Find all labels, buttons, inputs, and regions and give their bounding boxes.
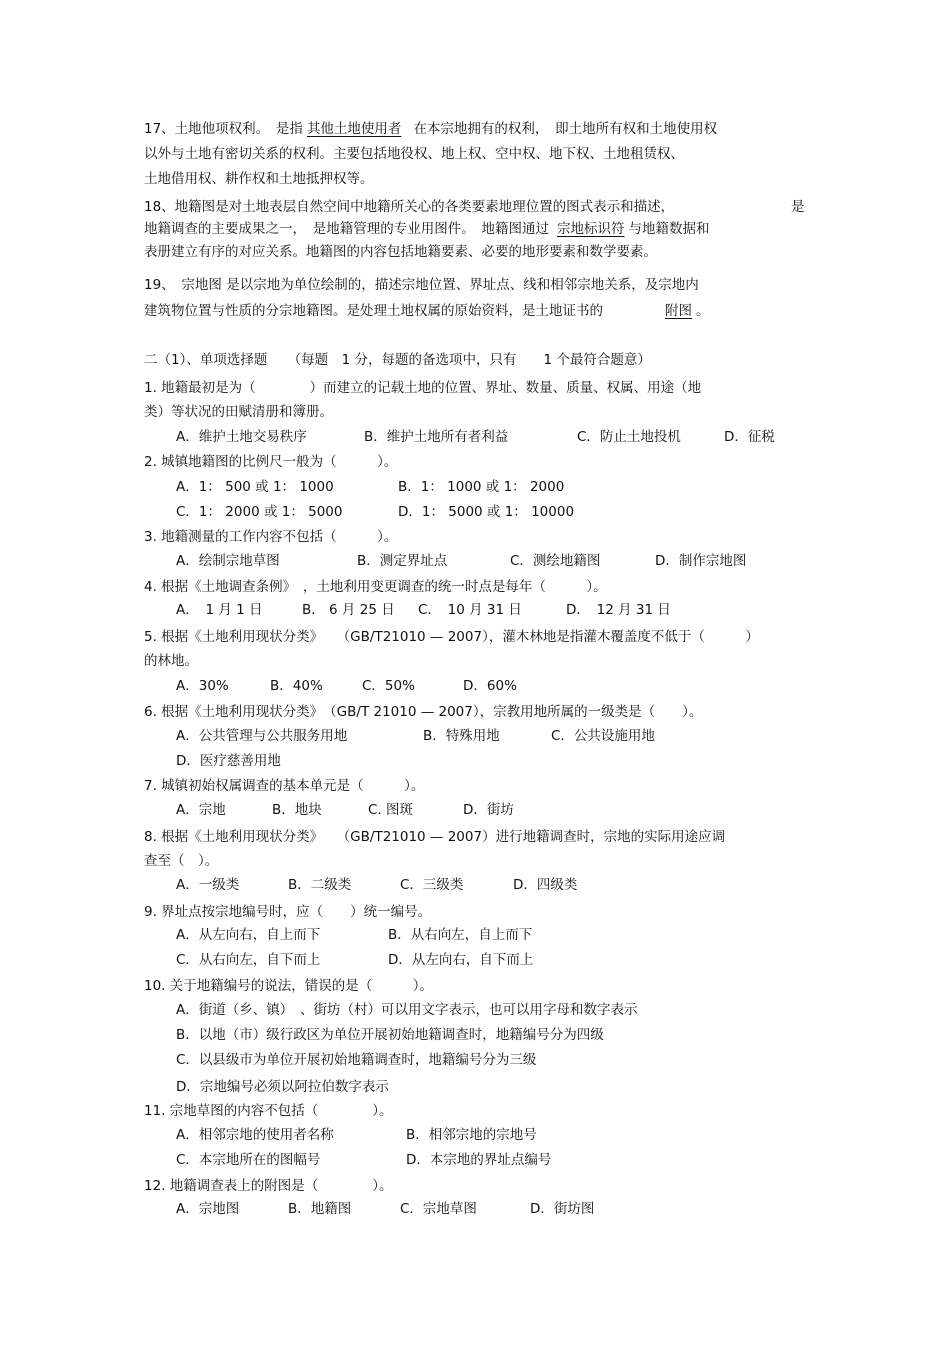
question-10-option-c: C．以县级市为单位开展初始地籍调查时，地籍编号分为三级 [176, 1052, 537, 1068]
question-12-stem: 12. 地籍调查表上的附图是（ ）。 [144, 1178, 393, 1194]
question-2-option-d: D．1： 5000 或 1： 10000 [398, 504, 575, 520]
question-9-option-b: B．从右向左，自上而下 [388, 927, 533, 943]
p19-underlined-term: 附图 [665, 303, 692, 319]
p19-text: 。 [696, 303, 710, 319]
question-9-option-a: A．从左向右，自上而下 [176, 927, 321, 943]
p18-text: 地籍调查的主要成果之一， 是地籍管理的专业用图件。 地籍图通过 [144, 221, 549, 237]
question-8-option-a: A．一级类 [176, 877, 240, 893]
question-2-stem: 2. 城镇地籍图的比例尺一般为（ ）。 [144, 454, 398, 470]
p17-line-3: 土地借用权、耕作权和土地抵押权等。 [144, 171, 374, 187]
question-1-option-b: B．维护土地所有者利益 [364, 429, 509, 445]
question-5-option-d: D．60% [463, 678, 517, 694]
section-heading: 二（1）、单项选择题 （每题 1 分，每题的备选项中，只有 1 个最符合题意） [144, 352, 651, 368]
question-6-option-c: C．公共设施用地 [551, 728, 655, 744]
question-10-option-d: D．宗地编号必须以阿拉伯数字表示 [176, 1079, 389, 1095]
question-5-option-c: C．50% [362, 678, 415, 694]
p18-line-1: 18、地籍图是对土地表层自然空间中地籍所关心的各类要素地理位置的图式表示和描述， [144, 199, 675, 215]
question-4-option-c: C． 10 月 31 日 [418, 602, 522, 618]
question-12-option-b: B．地籍图 [288, 1201, 352, 1217]
question-11-option-b: B．相邻宗地的宗地号 [406, 1127, 537, 1143]
question-12-option-a: A．宗地图 [176, 1201, 240, 1217]
question-8-stem: 8. 根据《土地利用现状分类》 （GB/T21010 — 2007）进行地籍调查时，宗地的实际用途应调 [144, 829, 726, 845]
question-4-option-d: D． 12 月 31 日 [566, 602, 671, 618]
question-7-option-d: D．街坊 [463, 802, 514, 818]
question-4-option-a: A． 1 月 1 日 [176, 602, 263, 618]
question-7-option-a: A．宗地 [176, 802, 226, 818]
question-1-stem-cont: 类）等状况的田赋清册和簿册。 [144, 404, 333, 420]
question-11-option-c: C．本宗地所在的图幅号 [176, 1152, 321, 1168]
question-1-option-d: D．征税 [724, 429, 775, 445]
question-4-option-b: B． 6 月 25 日 [302, 602, 395, 618]
question-12-option-c: C．宗地草图 [400, 1201, 477, 1217]
p19-line-2 [144, 302, 710, 320]
question-3-option-c: C．测绘地籍图 [510, 553, 601, 569]
question-7-option-b: B．地块 [272, 802, 322, 818]
question-1-option-c: C．防止土地投机 [577, 429, 681, 445]
question-1-option-a: A．维护土地交易秩序 [176, 429, 307, 445]
question-9-stem: 9. 界址点按宗地编号时，应（ ）统一编号。 [144, 904, 432, 920]
p18-line-3: 表册建立有序的对应关系。地籍图的内容包括地籍要素、必要的地形要素和数学要素。 [144, 244, 657, 260]
p17-text: 在本宗地拥有的权利， 即土地所有权和土地使用权 [413, 121, 718, 137]
question-6-option-a: A．公共管理与公共服务用地 [176, 728, 348, 744]
question-4-stem: 4. 根据《土地调查条例》 ，土地利用变更调查的统一时点是每年（ ）。 [144, 579, 607, 595]
question-5-stem: 5. 根据《土地利用现状分类》 （GB/T21010 — 2007），灌木林地是指灌木覆盖度不低于（ ） [144, 629, 759, 645]
question-10-option-a: A．街道（乡、镇） 、街坊（村）可以用文字表示，也可以用字母和数字表示 [176, 1002, 638, 1018]
question-3-option-b: B．测定界址点 [357, 553, 448, 569]
p17-line-1 [144, 120, 717, 138]
question-5-option-a: A．30% [176, 678, 229, 694]
question-5-option-b: B．40% [270, 678, 323, 694]
question-5-stem-cont: 的林地。 [144, 653, 198, 669]
question-6-option-d: D．医疗慈善用地 [176, 753, 281, 769]
question-1-stem: 1. 地籍最初是为（ ）而建立的记载土地的位置、界址、数量、质量、权属、用途（地 [144, 380, 702, 396]
question-10-option-b: B．以地（市）级行政区为单位开展初始地籍调查时，地籍编号分为四级 [176, 1027, 604, 1043]
question-10-stem: 10. 关于地籍编号的说法，错误的是（ ）。 [144, 978, 434, 994]
p18-text: 与地籍数据和 [628, 221, 710, 237]
question-8-option-c: C．三级类 [400, 877, 464, 893]
question-11-option-a: A．相邻宗地的使用者名称 [176, 1127, 334, 1143]
p19-line-1: 19、 宗地图 是以宗地为单位绘制的，描述宗地位置、界址点、线和相邻宗地关系，及宗地内 [144, 277, 699, 293]
question-8-stem-cont: 查至（ ）。 [144, 853, 219, 869]
p17-underlined-term: 其他土地使用者 [306, 121, 402, 137]
question-11-stem: 11. 宗地草图的内容不包括（ ）。 [144, 1103, 393, 1119]
p17-text: 17、土地他项权利。 是指 [144, 121, 303, 137]
question-6-option-b: B．特殊用地 [423, 728, 500, 744]
question-6-stem: 6. 根据《土地利用现状分类》 （GB/T 21010 — 2007），宗教用地所属的一级类是（ ）。 [144, 704, 703, 720]
question-2-option-c: C．1： 2000 或 1： 5000 [176, 504, 343, 520]
question-8-option-b: B．二级类 [288, 877, 352, 893]
question-12-option-d: D．街坊图 [530, 1201, 595, 1217]
question-3-option-a: A．绘制宗地草图 [176, 553, 280, 569]
question-2-option-b: B．1： 1000 或 1： 2000 [398, 479, 565, 495]
question-3-stem: 3. 地籍测量的工作内容不包括（ ）。 [144, 529, 398, 545]
p18-underlined-term: 宗地标识符 [557, 221, 625, 237]
p17-line-2: 以外与土地有密切关系的权利。主要包括地役权、地上权、空中权、地下权、土地租赁权、 [144, 146, 684, 162]
p18-line-2 [144, 220, 710, 238]
question-2-option-a: A．1： 500 或 1： 1000 [176, 479, 334, 495]
question-7-option-c: C. 图斑 [368, 802, 414, 818]
question-11-option-d: D．本宗地的界址点编号 [406, 1152, 552, 1168]
p18-line-1-end: 是 [791, 199, 805, 215]
question-7-stem: 7. 城镇初始权属调查的基本单元是（ ）。 [144, 778, 425, 794]
question-3-option-d: D．制作宗地图 [655, 553, 747, 569]
question-9-option-c: C．从右向左，自下而上 [176, 952, 321, 968]
question-9-option-d: D．从左向右，自下而上 [388, 952, 534, 968]
p19-text: 建筑物位置与性质的分宗地籍图。是处理土地权属的原始资料，是土地证书的 [144, 303, 603, 319]
question-8-option-d: D．四级类 [513, 877, 578, 893]
